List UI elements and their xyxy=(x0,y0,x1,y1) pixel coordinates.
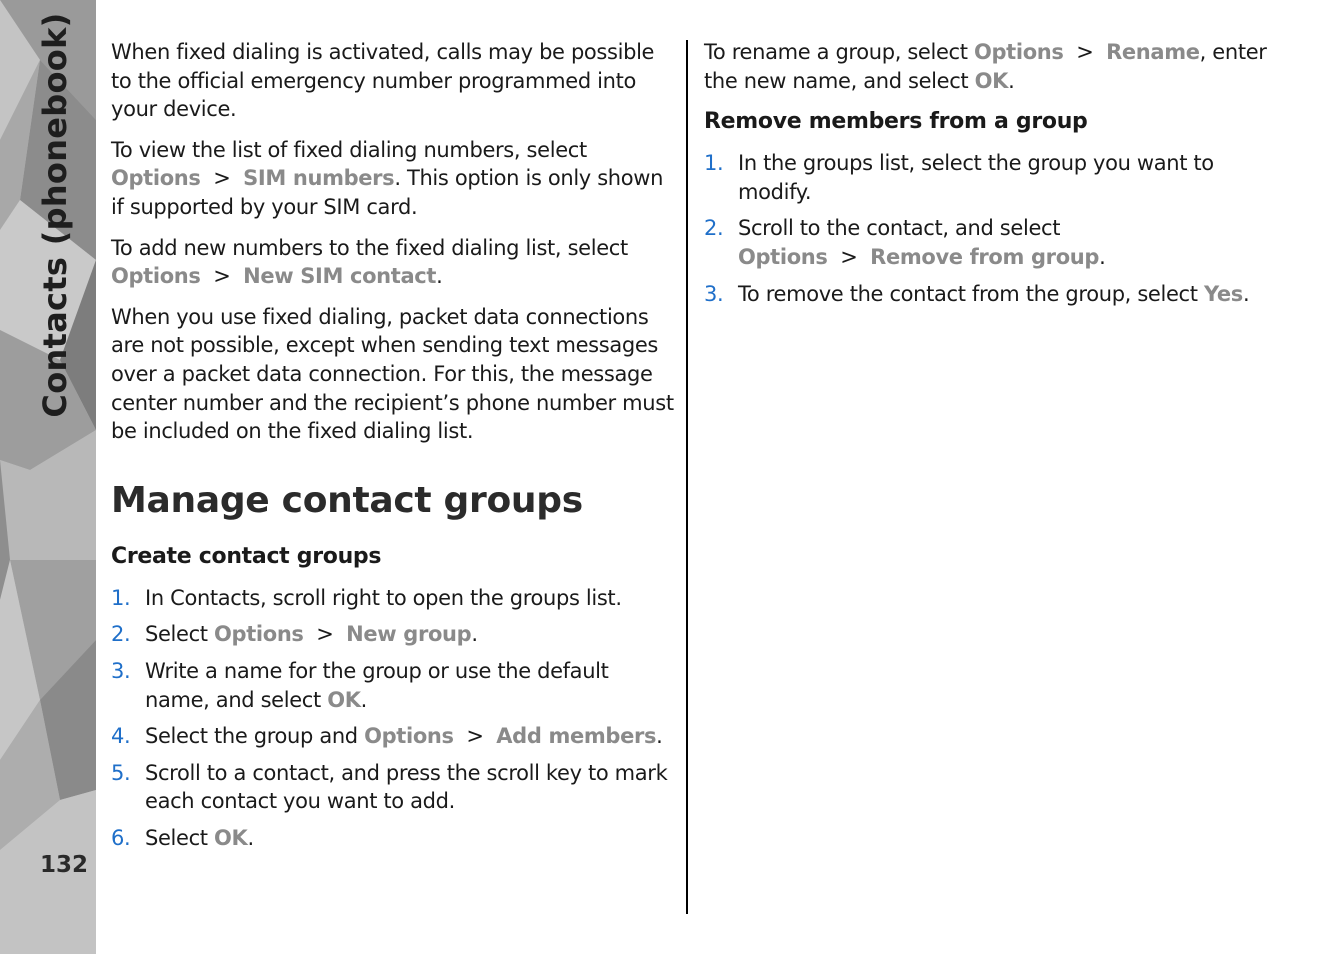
list-item: 3. Write a name for the group or use the default name, and select OK. xyxy=(111,658,609,712)
menu-keyword: Options xyxy=(111,264,201,289)
list-item: 2. Select Options > New group. xyxy=(111,620,679,649)
section-heading: Manage contact groups xyxy=(111,479,583,521)
menu-keyword: Yes xyxy=(1203,281,1243,306)
list-item: 1. In Contacts, scroll right to open the groups list. xyxy=(111,584,679,613)
menu-keyword: Options xyxy=(738,244,828,269)
step-number: 4. xyxy=(111,724,131,749)
step-number: 5. xyxy=(111,760,131,785)
paragraph-view-list: To view the list of fixed dialing numbers, select Options > SIM numbers. This option is only shown if supported by your SIM card. xyxy=(111,137,664,219)
menu-keyword: New SIM contact xyxy=(243,264,437,289)
step-number: 2. xyxy=(111,622,131,647)
list-item: 4. Select the group and Options > Add members. xyxy=(111,722,679,751)
menu-keyword: Remove from group xyxy=(870,244,1100,269)
menu-keyword: Rename xyxy=(1106,40,1200,64)
chapter-title: Contacts (phonebook) xyxy=(36,12,74,418)
list-item: 6. Select OK. xyxy=(111,824,679,853)
paragraph-add-numbers: To add new numbers to the fixed dialing list, select Options > New SIM contact. xyxy=(111,235,628,289)
create-groups-steps xyxy=(111,584,679,853)
menu-keyword: Add members xyxy=(496,724,657,749)
menu-keyword: OK xyxy=(214,825,248,850)
menu-keyword: OK xyxy=(327,687,361,712)
column-divider xyxy=(686,40,688,914)
menu-keyword: Options xyxy=(111,166,201,191)
menu-keyword: OK xyxy=(974,68,1009,93)
menu-keyword: Options xyxy=(973,40,1064,64)
subsection-heading: Remove members from a group xyxy=(704,109,1088,135)
chapter-sidebar xyxy=(0,0,96,954)
step-number: 3. xyxy=(111,658,131,683)
remove-members-steps xyxy=(704,149,1284,308)
right-column xyxy=(704,38,1284,316)
step-number: 6. xyxy=(111,825,131,850)
menu-keyword: SIM numbers xyxy=(243,166,395,191)
step-number: 3. xyxy=(704,281,724,306)
list-item: 5. Scroll to a contact, and press the scroll key to mark each contact you want to add. xyxy=(111,760,668,814)
list-item: 2. Scroll to the contact, and select Options > Remove from group. xyxy=(704,216,1106,269)
paragraph-packet-data: When you use fixed dialing, packet data connections are not possible, except when sending text messages over a packet data connection. For this, the message center number and the recipient’s phone number must be included on the fixed dialing list. xyxy=(111,304,674,444)
list-item: 3. To remove the contact from the group, select Yes. xyxy=(704,280,1284,309)
left-column xyxy=(111,38,679,860)
paragraph-rename: To rename a group, select Options > Rename, enter the new name, and select OK. xyxy=(704,40,1267,93)
step-number: 1. xyxy=(704,151,724,176)
page-number: 132 xyxy=(40,852,89,878)
paragraph-emergency: When fixed dialing is activated, calls may be possible to the official emergency number programmed into your device. xyxy=(111,40,655,122)
menu-keyword: Options xyxy=(214,622,304,647)
step-number: 1. xyxy=(111,585,131,610)
menu-keyword: New group xyxy=(346,622,472,647)
menu-keyword: Options xyxy=(364,724,454,749)
step-number: 2. xyxy=(704,216,724,241)
list-item: 1. In the groups list, select the group you want to modify. xyxy=(704,151,1214,204)
subsection-heading: Create contact groups xyxy=(111,543,382,569)
